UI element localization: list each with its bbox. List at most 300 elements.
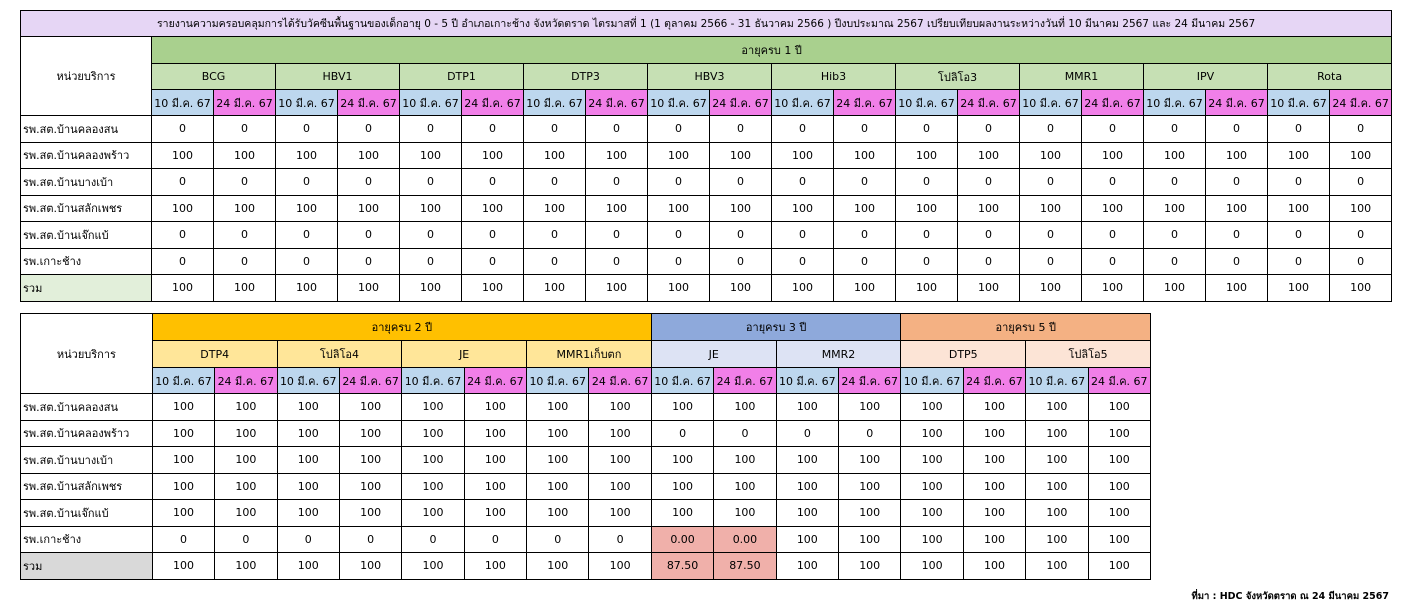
coverage-value: 0: [462, 169, 524, 196]
coverage-value: 100: [839, 394, 901, 421]
coverage-value: 0: [400, 222, 462, 249]
service-unit-name: รพ.สต.บ้านคลองสน: [21, 394, 153, 421]
coverage-value: 100: [776, 500, 838, 527]
coverage-value: 100: [152, 500, 214, 527]
coverage-value: 0: [152, 248, 214, 275]
coverage-value: 0: [524, 116, 586, 143]
coverage-value: 100: [901, 500, 963, 527]
coverage-value: 100: [215, 500, 277, 527]
coverage-value: 0: [338, 116, 400, 143]
coverage-value: 100: [402, 473, 464, 500]
date-header-24-mar: 24 มี.ค. 67: [963, 368, 1025, 394]
coverage-value: 100: [901, 553, 963, 580]
coverage-value: 100: [651, 500, 713, 527]
coverage-value: 0: [1206, 116, 1268, 143]
coverage-value: 100: [152, 394, 214, 421]
service-unit-name: รพ.สต.บ้านคลองพร้าว: [21, 420, 153, 447]
date-header-10-mar: 10 มี.ค. 67: [1020, 90, 1082, 116]
coverage-value: 0: [214, 248, 276, 275]
coverage-value: 100: [963, 473, 1025, 500]
coverage-value: 100: [1144, 195, 1206, 222]
coverage-value: 100: [651, 394, 713, 421]
coverage-value: 0: [214, 222, 276, 249]
date-header-10-mar: 10 มี.ค. 67: [524, 90, 586, 116]
coverage-value: 100: [651, 473, 713, 500]
coverage-value: 100: [839, 526, 901, 553]
coverage-table-age-2-5: [20, 313, 1151, 580]
coverage-value: 100: [400, 142, 462, 169]
coverage-value: 100: [464, 500, 526, 527]
coverage-value: 100: [589, 500, 651, 527]
coverage-value: 100: [958, 142, 1020, 169]
coverage-value: 100: [963, 420, 1025, 447]
coverage-value: 0: [1082, 222, 1144, 249]
coverage-value: 0: [338, 222, 400, 249]
coverage-value: 0: [1268, 222, 1330, 249]
coverage-value: 100: [1026, 473, 1088, 500]
coverage-value: 100: [152, 420, 214, 447]
coverage-value: 100: [277, 394, 339, 421]
coverage-value: 0: [338, 248, 400, 275]
date-header-10-mar: 10 มี.ค. 67: [402, 368, 464, 394]
vaccine-header: HBV1: [276, 64, 400, 90]
coverage-value: 0: [400, 116, 462, 143]
date-header-24-mar: 24 มี.ค. 67: [714, 368, 776, 394]
coverage-value: 0: [1206, 169, 1268, 196]
service-unit-header: หน่วยบริการ: [21, 314, 153, 394]
coverage-value: 100: [589, 473, 651, 500]
coverage-value: 0: [524, 222, 586, 249]
coverage-value: 100: [215, 394, 277, 421]
coverage-value: 100: [776, 394, 838, 421]
coverage-value: 0: [400, 169, 462, 196]
coverage-value: 0: [586, 222, 648, 249]
coverage-value: 100: [710, 275, 772, 302]
coverage-value: 100: [1082, 195, 1144, 222]
coverage-value: 100: [1330, 275, 1392, 302]
coverage-value: 100: [524, 142, 586, 169]
vaccine-header: Rota: [1268, 64, 1392, 90]
coverage-value: 100: [339, 473, 401, 500]
vaccine-header: MMR2: [776, 341, 901, 368]
coverage-value: 0: [648, 116, 710, 143]
coverage-value: 100: [586, 142, 648, 169]
date-header-24-mar: 24 มี.ค. 67: [589, 368, 651, 394]
coverage-value: 100: [527, 473, 589, 500]
coverage-value: 100: [1144, 275, 1206, 302]
coverage-value: 0: [1144, 248, 1206, 275]
date-header-10-mar: 10 มี.ค. 67: [1268, 90, 1330, 116]
coverage-value: 100: [214, 275, 276, 302]
coverage-value: 100: [963, 553, 1025, 580]
coverage-value: 87.50: [714, 553, 776, 580]
date-header-10-mar: 10 มี.ค. 67: [152, 368, 214, 394]
coverage-value: 100: [901, 473, 963, 500]
vaccine-header: MMR1: [1020, 64, 1144, 90]
coverage-value: 100: [1330, 195, 1392, 222]
coverage-value: 100: [400, 275, 462, 302]
coverage-value: 100: [1026, 394, 1088, 421]
coverage-value: 100: [1088, 473, 1150, 500]
coverage-value: 100: [1206, 195, 1268, 222]
table-row: [21, 420, 1151, 447]
coverage-value: 0: [402, 526, 464, 553]
coverage-value: 0: [1330, 222, 1392, 249]
coverage-value: 0: [214, 169, 276, 196]
coverage-value: 0: [896, 222, 958, 249]
coverage-value: 100: [963, 394, 1025, 421]
coverage-value: 100: [776, 553, 838, 580]
date-header-24-mar: 24 มี.ค. 67: [214, 90, 276, 116]
coverage-value: 100: [152, 447, 214, 474]
vaccine-header: Hib3: [772, 64, 896, 90]
coverage-value: 0: [214, 116, 276, 143]
vaccine-header: BCG: [152, 64, 276, 90]
coverage-value: 100: [1268, 195, 1330, 222]
coverage-value: 100: [464, 473, 526, 500]
date-header-10-mar: 10 มี.ค. 67: [901, 368, 963, 394]
coverage-value: 100: [710, 195, 772, 222]
vaccine-header: DTP4: [152, 341, 277, 368]
coverage-value: 100: [339, 420, 401, 447]
coverage-value: 100: [648, 275, 710, 302]
coverage-value: 0: [1082, 248, 1144, 275]
table-row: [21, 553, 1151, 580]
coverage-value: 0: [462, 248, 524, 275]
coverage-value: 0: [958, 116, 1020, 143]
coverage-value: 100: [772, 142, 834, 169]
coverage-value: 100: [464, 420, 526, 447]
service-unit-name: รพ.สต.บ้านคลองสน: [21, 116, 152, 143]
coverage-value: 100: [648, 142, 710, 169]
service-unit-name: รวม: [21, 553, 153, 580]
coverage-value: 100: [277, 447, 339, 474]
coverage-value: 0: [276, 169, 338, 196]
coverage-value: 0: [1206, 248, 1268, 275]
coverage-value: 100: [338, 275, 400, 302]
coverage-value: 0: [714, 420, 776, 447]
coverage-value: 100: [963, 526, 1025, 553]
age-group-header: อายุครบ 1 ปี: [152, 37, 1392, 64]
date-header-10-mar: 10 มี.ค. 67: [772, 90, 834, 116]
coverage-value: 0: [338, 169, 400, 196]
vaccine-header: JE: [402, 341, 527, 368]
coverage-value: 100: [276, 195, 338, 222]
coverage-value: 100: [462, 142, 524, 169]
coverage-value: 100: [402, 394, 464, 421]
coverage-value: 0: [589, 526, 651, 553]
coverage-value: 100: [589, 420, 651, 447]
coverage-value: 0: [1020, 248, 1082, 275]
service-unit-name: รพ.สต.บ้านเจ๊กแบ้: [21, 500, 153, 527]
coverage-value: 100: [1330, 142, 1392, 169]
coverage-value: 100: [714, 394, 776, 421]
coverage-value: 100: [839, 553, 901, 580]
coverage-value: 0: [834, 248, 896, 275]
coverage-value: 0: [896, 169, 958, 196]
coverage-value: 100: [277, 420, 339, 447]
service-unit-name: รพ.สต.บ้านบางเบ้า: [21, 447, 153, 474]
date-header-24-mar: 24 มี.ค. 67: [834, 90, 896, 116]
coverage-value: 100: [1268, 142, 1330, 169]
age-group-header: อายุครบ 3 ปี: [651, 314, 901, 341]
coverage-value: 100: [958, 195, 1020, 222]
coverage-value: 0: [710, 169, 772, 196]
service-unit-name: รวม: [21, 275, 152, 302]
coverage-value: 0: [1206, 222, 1268, 249]
coverage-value: 100: [714, 473, 776, 500]
data-source-note: ที่มา : HDC จังหวัดตราด ณ 24 มีนาคม 2567: [1191, 591, 1389, 602]
coverage-value: 100: [215, 473, 277, 500]
coverage-value: 100: [152, 473, 214, 500]
coverage-value: 100: [277, 553, 339, 580]
table-row: [21, 195, 1392, 222]
date-header-10-mar: 10 มี.ค. 67: [896, 90, 958, 116]
coverage-value: 0: [152, 222, 214, 249]
coverage-value: 0: [1082, 169, 1144, 196]
coverage-value: 100: [464, 553, 526, 580]
coverage-value: 100: [1026, 420, 1088, 447]
vaccine-header: DTP3: [524, 64, 648, 90]
coverage-value: 0: [1082, 116, 1144, 143]
coverage-value: 100: [1020, 142, 1082, 169]
coverage-value: 100: [901, 447, 963, 474]
coverage-value: 100: [276, 275, 338, 302]
coverage-value: 100: [710, 142, 772, 169]
coverage-value: 100: [1020, 195, 1082, 222]
coverage-value: 100: [1088, 500, 1150, 527]
table-row: [21, 142, 1392, 169]
coverage-value: 100: [339, 447, 401, 474]
coverage-value: 100: [896, 195, 958, 222]
coverage-value: 0: [710, 248, 772, 275]
coverage-value: 0: [400, 248, 462, 275]
coverage-value: 100: [464, 394, 526, 421]
coverage-value: 100: [1026, 553, 1088, 580]
vaccine-header: HBV3: [648, 64, 772, 90]
coverage-value: 100: [651, 447, 713, 474]
coverage-value: 100: [834, 275, 896, 302]
coverage-value: 0: [1144, 169, 1206, 196]
table-row: [21, 169, 1392, 196]
date-header-10-mar: 10 มี.ค. 67: [276, 90, 338, 116]
coverage-value: 100: [958, 275, 1020, 302]
service-unit-name: รพ.เกาะช้าง: [21, 526, 153, 553]
vaccine-header: โปลิโอ5: [1026, 341, 1151, 368]
coverage-value: 100: [338, 142, 400, 169]
coverage-value: 0: [834, 169, 896, 196]
coverage-value: 100: [277, 473, 339, 500]
coverage-value: 100: [1088, 394, 1150, 421]
coverage-value: 100: [586, 275, 648, 302]
date-header-24-mar: 24 มี.ค. 67: [215, 368, 277, 394]
date-header-24-mar: 24 มี.ค. 67: [1330, 90, 1392, 116]
table-row: [21, 394, 1151, 421]
coverage-value: 100: [152, 142, 214, 169]
coverage-value: 0: [834, 222, 896, 249]
date-header-24-mar: 24 มี.ค. 67: [339, 368, 401, 394]
coverage-value: 100: [776, 473, 838, 500]
coverage-value: 0: [462, 222, 524, 249]
coverage-value: 0: [896, 248, 958, 275]
coverage-value: 100: [834, 142, 896, 169]
coverage-value: 0: [524, 169, 586, 196]
service-unit-name: รพ.สต.บ้านสลักเพชร: [21, 195, 152, 222]
date-header-24-mar: 24 มี.ค. 67: [958, 90, 1020, 116]
date-header-24-mar: 24 มี.ค. 67: [839, 368, 901, 394]
coverage-value: 0: [1330, 169, 1392, 196]
coverage-value: 100: [464, 447, 526, 474]
date-header-10-mar: 10 มี.ค. 67: [651, 368, 713, 394]
coverage-value: 100: [963, 447, 1025, 474]
coverage-value: 0: [648, 248, 710, 275]
coverage-value: 0: [527, 526, 589, 553]
date-header-24-mar: 24 มี.ค. 67: [462, 90, 524, 116]
coverage-value: 100: [339, 500, 401, 527]
age-group-header: อายุครบ 2 ปี: [152, 314, 651, 341]
coverage-value: 100: [839, 447, 901, 474]
coverage-value: 100: [714, 500, 776, 527]
vaccine-header: MMR1เก็บตก: [527, 341, 652, 368]
coverage-value: 100: [896, 275, 958, 302]
coverage-value: 100: [527, 447, 589, 474]
coverage-value: 100: [839, 473, 901, 500]
coverage-value: 100: [776, 447, 838, 474]
coverage-value: 0: [834, 116, 896, 143]
coverage-value: 100: [1026, 526, 1088, 553]
table-row: [21, 222, 1392, 249]
coverage-value: 0: [772, 169, 834, 196]
service-unit-name: รพ.สต.บ้านสลักเพชร: [21, 473, 153, 500]
coverage-value: 100: [214, 142, 276, 169]
vaccine-header: IPV: [1144, 64, 1268, 90]
coverage-value: 100: [839, 500, 901, 527]
service-unit-name: รพ.สต.บ้านเจ๊กแบ้: [21, 222, 152, 249]
coverage-value: 100: [402, 553, 464, 580]
date-header-24-mar: 24 มี.ค. 67: [1082, 90, 1144, 116]
date-header-10-mar: 10 มี.ค. 67: [1026, 368, 1088, 394]
coverage-value: 0: [277, 526, 339, 553]
coverage-value: 100: [834, 195, 896, 222]
coverage-value: 0.00: [651, 526, 713, 553]
date-header-10-mar: 10 มี.ค. 67: [527, 368, 589, 394]
coverage-value: 100: [1268, 275, 1330, 302]
coverage-value: 0: [648, 169, 710, 196]
coverage-value: 100: [1144, 142, 1206, 169]
coverage-value: 0: [772, 116, 834, 143]
coverage-value: 0: [339, 526, 401, 553]
coverage-value: 100: [1026, 500, 1088, 527]
coverage-value: 100: [1088, 553, 1150, 580]
coverage-value: 100: [1082, 275, 1144, 302]
coverage-value: 100: [648, 195, 710, 222]
date-header-10-mar: 10 มี.ค. 67: [400, 90, 462, 116]
coverage-value: 100: [714, 447, 776, 474]
coverage-value: 0: [464, 526, 526, 553]
coverage-value: 100: [1206, 142, 1268, 169]
coverage-value: 0: [710, 116, 772, 143]
vaccine-header: DTP5: [901, 341, 1026, 368]
coverage-value: 0: [958, 248, 1020, 275]
coverage-value: 100: [527, 553, 589, 580]
coverage-value: 0: [958, 169, 1020, 196]
coverage-value: 0: [1330, 116, 1392, 143]
table-row: [21, 473, 1151, 500]
date-header-10-mar: 10 มี.ค. 67: [776, 368, 838, 394]
coverage-value: 100: [589, 394, 651, 421]
coverage-value: 100: [527, 420, 589, 447]
coverage-value: 100: [901, 394, 963, 421]
coverage-value: 0: [586, 248, 648, 275]
coverage-value: 100: [896, 142, 958, 169]
date-header-24-mar: 24 มี.ค. 67: [338, 90, 400, 116]
coverage-value: 87.50: [651, 553, 713, 580]
coverage-value: 100: [1088, 447, 1150, 474]
table-row: [21, 116, 1392, 143]
coverage-value: 100: [215, 420, 277, 447]
coverage-value: 100: [1088, 526, 1150, 553]
coverage-value: 100: [586, 195, 648, 222]
coverage-value: 0: [524, 248, 586, 275]
service-unit-name: รพ.สต.บ้านบางเบ้า: [21, 169, 152, 196]
coverage-value: 0: [152, 116, 214, 143]
table-row: [21, 248, 1392, 275]
coverage-value: 0: [1144, 222, 1206, 249]
coverage-value: 100: [1206, 275, 1268, 302]
coverage-value: 100: [214, 195, 276, 222]
coverage-value: 0: [1268, 169, 1330, 196]
coverage-value: 0: [215, 526, 277, 553]
date-header-24-mar: 24 มี.ค. 67: [710, 90, 772, 116]
coverage-value: 0: [1020, 222, 1082, 249]
service-unit-name: รพ.สต.บ้านคลองพร้าว: [21, 142, 152, 169]
date-header-10-mar: 10 มี.ค. 67: [152, 90, 214, 116]
coverage-value: 100: [402, 420, 464, 447]
coverage-value: 100: [772, 275, 834, 302]
coverage-value: 100: [901, 526, 963, 553]
coverage-value: 100: [277, 500, 339, 527]
vaccine-header: โปลิโอ3: [896, 64, 1020, 90]
coverage-value: 100: [776, 526, 838, 553]
coverage-value: 100: [1026, 447, 1088, 474]
coverage-value: 0: [276, 248, 338, 275]
coverage-value: 0: [772, 222, 834, 249]
date-header-10-mar: 10 มี.ค. 67: [1144, 90, 1206, 116]
date-header-24-mar: 24 มี.ค. 67: [1206, 90, 1268, 116]
coverage-value: 0: [586, 116, 648, 143]
coverage-value: 0: [1330, 248, 1392, 275]
coverage-value: 0: [152, 169, 214, 196]
table-row: [21, 275, 1392, 302]
coverage-value: 0: [1144, 116, 1206, 143]
table-row: [21, 447, 1151, 474]
coverage-value: 100: [901, 420, 963, 447]
coverage-value: 100: [152, 553, 214, 580]
service-unit-header: หน่วยบริการ: [21, 37, 152, 116]
coverage-value: 0: [651, 420, 713, 447]
coverage-table-age-1: [20, 10, 1392, 302]
vaccine-header: JE: [651, 341, 776, 368]
coverage-value: 100: [152, 195, 214, 222]
coverage-value: 100: [527, 500, 589, 527]
coverage-value: 0: [710, 222, 772, 249]
coverage-value: 100: [215, 553, 277, 580]
vaccine-header: DTP1: [400, 64, 524, 90]
coverage-value: 0: [1268, 248, 1330, 275]
coverage-value: 100: [524, 195, 586, 222]
coverage-value: 0: [276, 222, 338, 249]
age-group-header: อายุครบ 5 ปี: [901, 314, 1151, 341]
